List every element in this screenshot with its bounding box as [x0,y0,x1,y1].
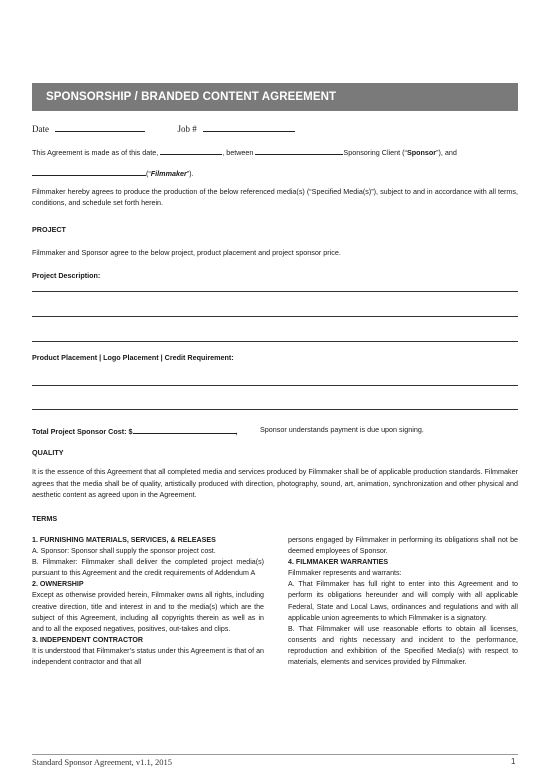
project-description-label: Project Description: [32,271,101,280]
cost-comma: , [235,427,238,436]
page-title: SPONSORSHIP / BRANDED CONTENT AGREEMENT [32,83,518,111]
term-heading: 3. INDEPENDENT CONTRACTOR [32,635,144,644]
payment-note: Sponsor understands payment is due upon signing. [260,425,424,434]
intro-text: (“ [146,169,151,178]
term-paragraph: It is understood that Filmmaker’s status under this Agreement is that of an independent contractor and that all [32,646,264,667]
intro-text: ”), and [436,148,457,157]
quality-heading: QUALITY [32,448,64,457]
term-paragraph: persons engaged by Filmmaker in performing its obligations shall not be deemed employees of Sponsor. [288,536,518,556]
term-heading: 4. FILMMAKER WARRANTIES [288,558,389,567]
terms-right-column [288,535,518,668]
cost-row [32,425,424,437]
footer-document-name: Standard Sponsor Agreement, v1.1, 2015 [32,757,172,767]
job-label: Job # [177,124,197,134]
intro-line [32,146,457,158]
term-paragraph: A. Sponsor: Sponsor shall supply the sponsor project cost. [32,547,216,556]
filmmaker-line [32,167,194,179]
sponsor-term: Sponsor [406,148,437,157]
term-paragraph: A. That Filmmaker has full right to enter into this Agreement and to perform its obligations hereunder and will comply with all applicable Federal, State and Local Laws, ordinances and regulations and with all applicable union agreements to which Filmmaker is a signatory. [288,580,518,622]
intro-text: ”). [186,169,194,178]
footer-divider [32,754,518,755]
cost-field[interactable] [133,425,236,434]
project-text: Filmmaker and Sponsor agree to the below project, product placement and project sponsor price. [32,248,341,257]
date-field[interactable] [55,123,145,132]
intro-text: , between [222,148,256,157]
term-heading: 1. FURNISHING MATERIALS, SERVICES, & RELEASES [32,536,216,544]
placement-line[interactable] [32,385,518,386]
intro-text: Sponsoring Client (“ [343,148,407,157]
term-paragraph: B. That Filmmaker will use reasonable efforts to obtain all licenses, consents and rights necessary and incident to the performance, reproduction and exhibition of the Specified Media(s) with respect to materials, elements and services provided by Filmmaker. [288,624,518,667]
sponsor-name-field[interactable] [255,146,343,155]
job-number-field[interactable] [203,123,295,132]
term-paragraph: B. Filmmaker: Filmmaker shall deliver the completed project media(s) pursuant to this Agreement and the credit requirements of Addendum A [32,558,264,578]
placement-label: Product Placement | Logo Placement | Credit Requirement: [32,353,234,362]
terms-heading: TERMS [32,514,58,523]
produce-paragraph: Filmmaker hereby agrees to produce the production of the below referenced media(s) (“Specified Media(s)”), subject to and in accordance with all terms, conditions, and schedule set forth herein. [32,187,518,207]
term-paragraph: Filmmaker represents and warrants: [288,569,402,578]
terms-left-column [32,535,264,668]
description-line[interactable] [32,291,518,292]
placement-line[interactable] [32,409,518,410]
description-line[interactable] [32,316,518,317]
project-heading: PROJECT [32,225,66,234]
date-row [32,123,295,135]
term-paragraph: Except as otherwise provided herein, Filmmaker owns all rights, including creative direction, title and interest in and to the media(s) which are the subject of this Agreement, including all copyrights therein as well as in and to all the exposed negatives, positives, out-takes and clips. [32,591,264,633]
agreement-date-field[interactable] [160,146,222,155]
cost-label: Total Project Sponsor Cost: $ [32,427,133,436]
filmmaker-term: Filmmaker [150,169,187,178]
intro-text: This Agreement is made as of this date, [32,148,161,157]
quality-text: It is the essence of this Agreement that all completed media and services produced by Filmmaker shall be of applicable production standards. Filmmaker agrees that the media shall be of quality, artistically produced with direction, photography, sound, art, animation, synchronization and other physical and aesthetic content as agreed upon in the Agreement. [32,467,518,499]
page-number: 1 [511,757,516,766]
description-line[interactable] [32,341,518,342]
date-label: Date [32,124,49,134]
term-heading: 2. OWNERSHIP [32,580,84,589]
filmmaker-name-field[interactable] [32,167,146,176]
